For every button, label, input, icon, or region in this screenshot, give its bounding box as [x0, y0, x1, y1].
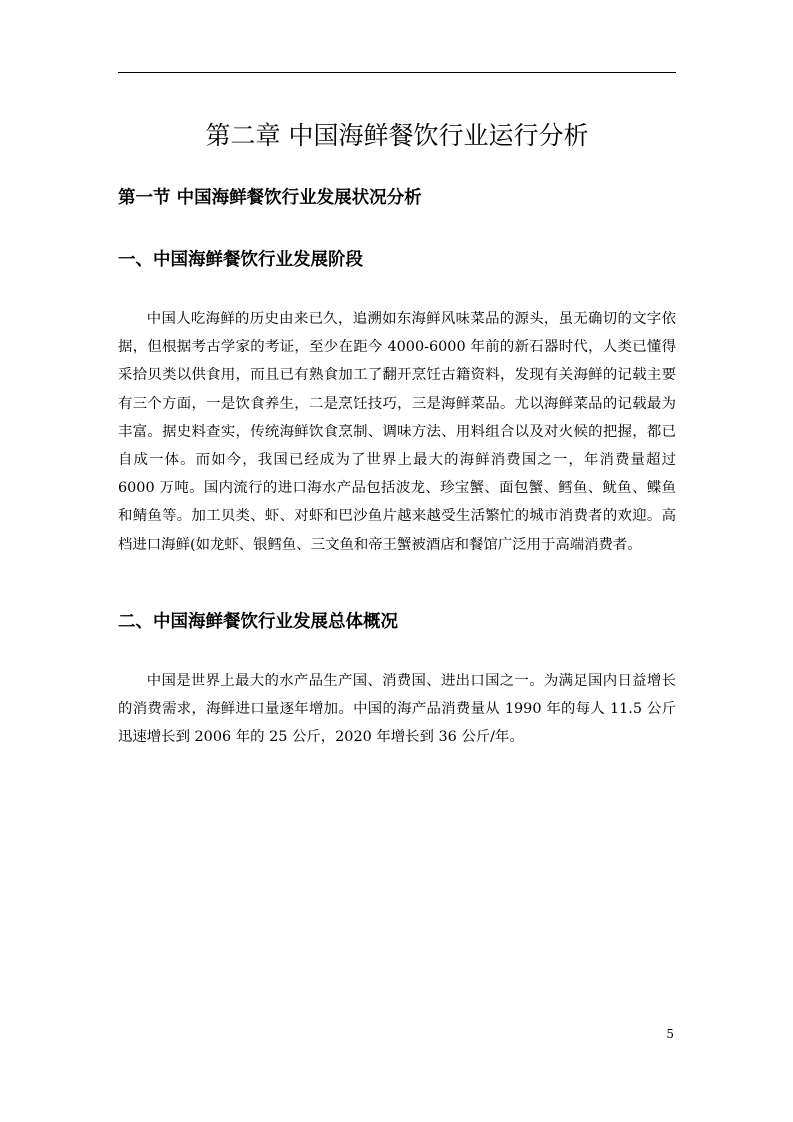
chapter-title: 第二章 中国海鲜餐饮行业运行分析	[205, 121, 589, 150]
subsection-heading-2: 二、中国海鲜餐饮行业发展总体概况	[118, 612, 398, 632]
section-title: 第一节 中国海鲜餐饮行业发展状况分析	[118, 188, 422, 208]
subsection-heading-1: 一、中国海鲜餐饮行业发展阶段	[118, 250, 363, 270]
subsection-paragraph-2: 中国是世界上最大的水产品生产国、消费国、进出口国之一。为满足国内日益增长的消费需求，海鲜进口量逐年增加。中国的海产品消费量从 1990 年的每人 11.5 公斤迅速增长到 2006 年的 25 公斤，2020 年增长到 36 公斤/年。	[118, 673, 676, 746]
page-number: 5	[666, 1027, 674, 1041]
header-rule	[118, 72, 676, 73]
subsection-paragraph-1: 中国人吃海鲜的历史由来已久，追溯如东海鲜风味菜品的源头，虽无确切的文字依据，但根据考古学家的考证，至少在距今 4000-6000 年前的新石器时代，人类已懂得采拾贝类以供食用，而且已有熟食加工了翻开烹饪古籍资料，发现有关海鲜的记载主要有三个方面，一是饮食养生，二是烹饪技巧，三是海鲜菜品。尤以海鲜菜品的记载最为丰富。据史料查实，传统海鲜饮食烹制、调味方法、用料组合以及对火候的把握，都已自成一体。而如今，我国已经成为了世界上最大的海鲜消费国之一，年消费量超过 6000 万吨。国内流行的进口海水产品包括波龙、珍宝蟹、面包蟹、鳕鱼、鱿鱼、鲽鱼和鲭鱼等。加工贝类、虾、对虾和巴沙鱼片越来越受生活繁忙的城市消费者的欢迎。高档进口海鲜(如龙虾、银鳕鱼、三文鱼和帝王蟹被酒店和餐馆广泛用于高端消费者。	[118, 311, 676, 553]
